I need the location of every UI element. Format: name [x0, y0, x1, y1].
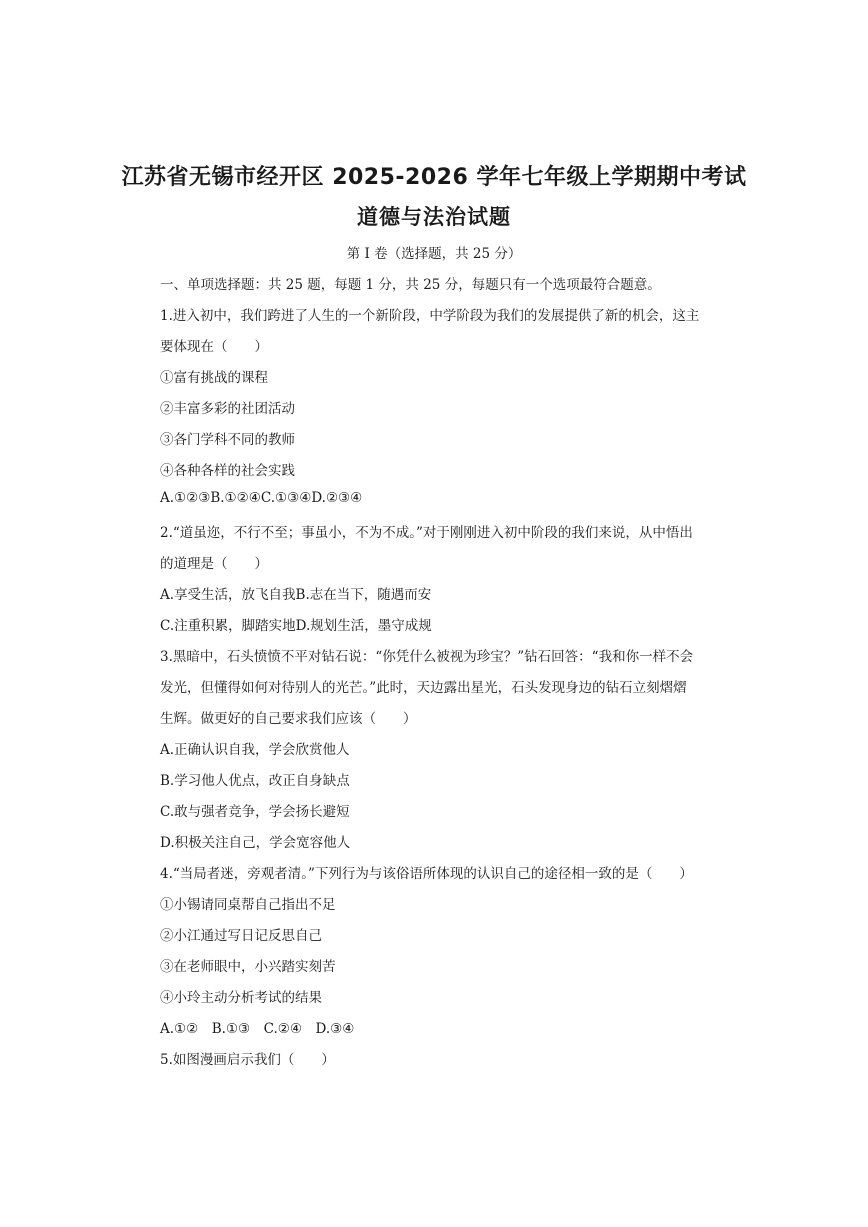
q4-answer-choices: A.①② B.①③ C.②④ D.③④ [160, 1021, 355, 1037]
q5-stem-line-1: 5.如图漫画启示我们（ ） [160, 1052, 335, 1068]
q4-stem-line-1: 4.“当局者迷，旁观者清。”下列行为与该俗语所体现的认识自己的途径相一致的是（ ） [160, 866, 693, 882]
q1-option-1: ①富有挑战的课程 [160, 370, 268, 386]
q4-option-2: ②小江通过写日记反思自己 [160, 928, 322, 944]
exam-subtitle: 道德与法治试题 [357, 205, 511, 229]
q1-option-3: ③各门学科不同的教师 [160, 432, 295, 448]
q3-option-d: D.积极关注自己，学会宽容他人 [160, 835, 351, 851]
q4-option-1: ①小锡请同桌帮自己指出不足 [160, 897, 336, 913]
q2-answer-choices-1: A.享受生活，放飞自我B.志在当下，随遇而安 [160, 587, 432, 603]
q3-stem-line-2: 发光，但懂得如何对待别人的光芒。”此时，天边露出星光，石头发现身边的钻石立刻熠熠 [160, 680, 687, 696]
q3-stem-line-3: 生辉。做更好的自己要求我们应该（ ） [160, 711, 417, 727]
q2-stem-line-2: 的道理是（ ） [160, 556, 268, 572]
q3-option-a: A.正确认识自我，学会欣赏他人 [160, 742, 350, 758]
q1-stem-line-1: 1.进入初中，我们跨进了人生的一个新阶段，中学阶段为我们的发展提供了新的机会，这主 [160, 308, 700, 324]
instruction-text: 一、单项选择题：共 25 题，每题 1 分，共 25 分，每题只有一个选项最符合题意。 [160, 277, 661, 293]
q3-option-b: B.学习他人优点，改正自身缺点 [160, 773, 350, 789]
q3-stem-line-1: 3.黑暗中，石头愤愤不平对钻石说：“你凭什么被视为珍宝？”钻石回答：“我和你一样不会 [160, 649, 694, 665]
q1-answer-choices: A.①②③B.①②④C.①③④D.②③④ [160, 490, 363, 506]
q1-stem-line-2: 要体现在（ ） [160, 339, 268, 355]
section-heading: 第 I 卷（选择题，共 25 分） [346, 246, 522, 262]
q2-answer-choices-2: C.注重积累，脚踏实地D.规划生活，墨守成规 [160, 618, 432, 634]
q4-option-4: ④小玲主动分析考试的结果 [160, 990, 322, 1006]
q3-option-c: C.敢与强者竞争，学会扬长避短 [160, 804, 350, 820]
q1-option-4: ④各种各样的社会实践 [160, 463, 295, 479]
q4-option-3: ③在老师眼中，小兴踏实刻苦 [160, 959, 336, 975]
q2-stem-line-1: 2.“道虽迩，不行不至；事虽小，不为不成。”对于刚刚进入初中阶段的我们来说，从中悟出 [160, 525, 693, 541]
exam-title: 江苏省无锡市经开区 2025-2026 学年七年级上学期期中考试 [121, 165, 747, 190]
q1-option-2: ②丰富多彩的社团活动 [160, 401, 295, 417]
